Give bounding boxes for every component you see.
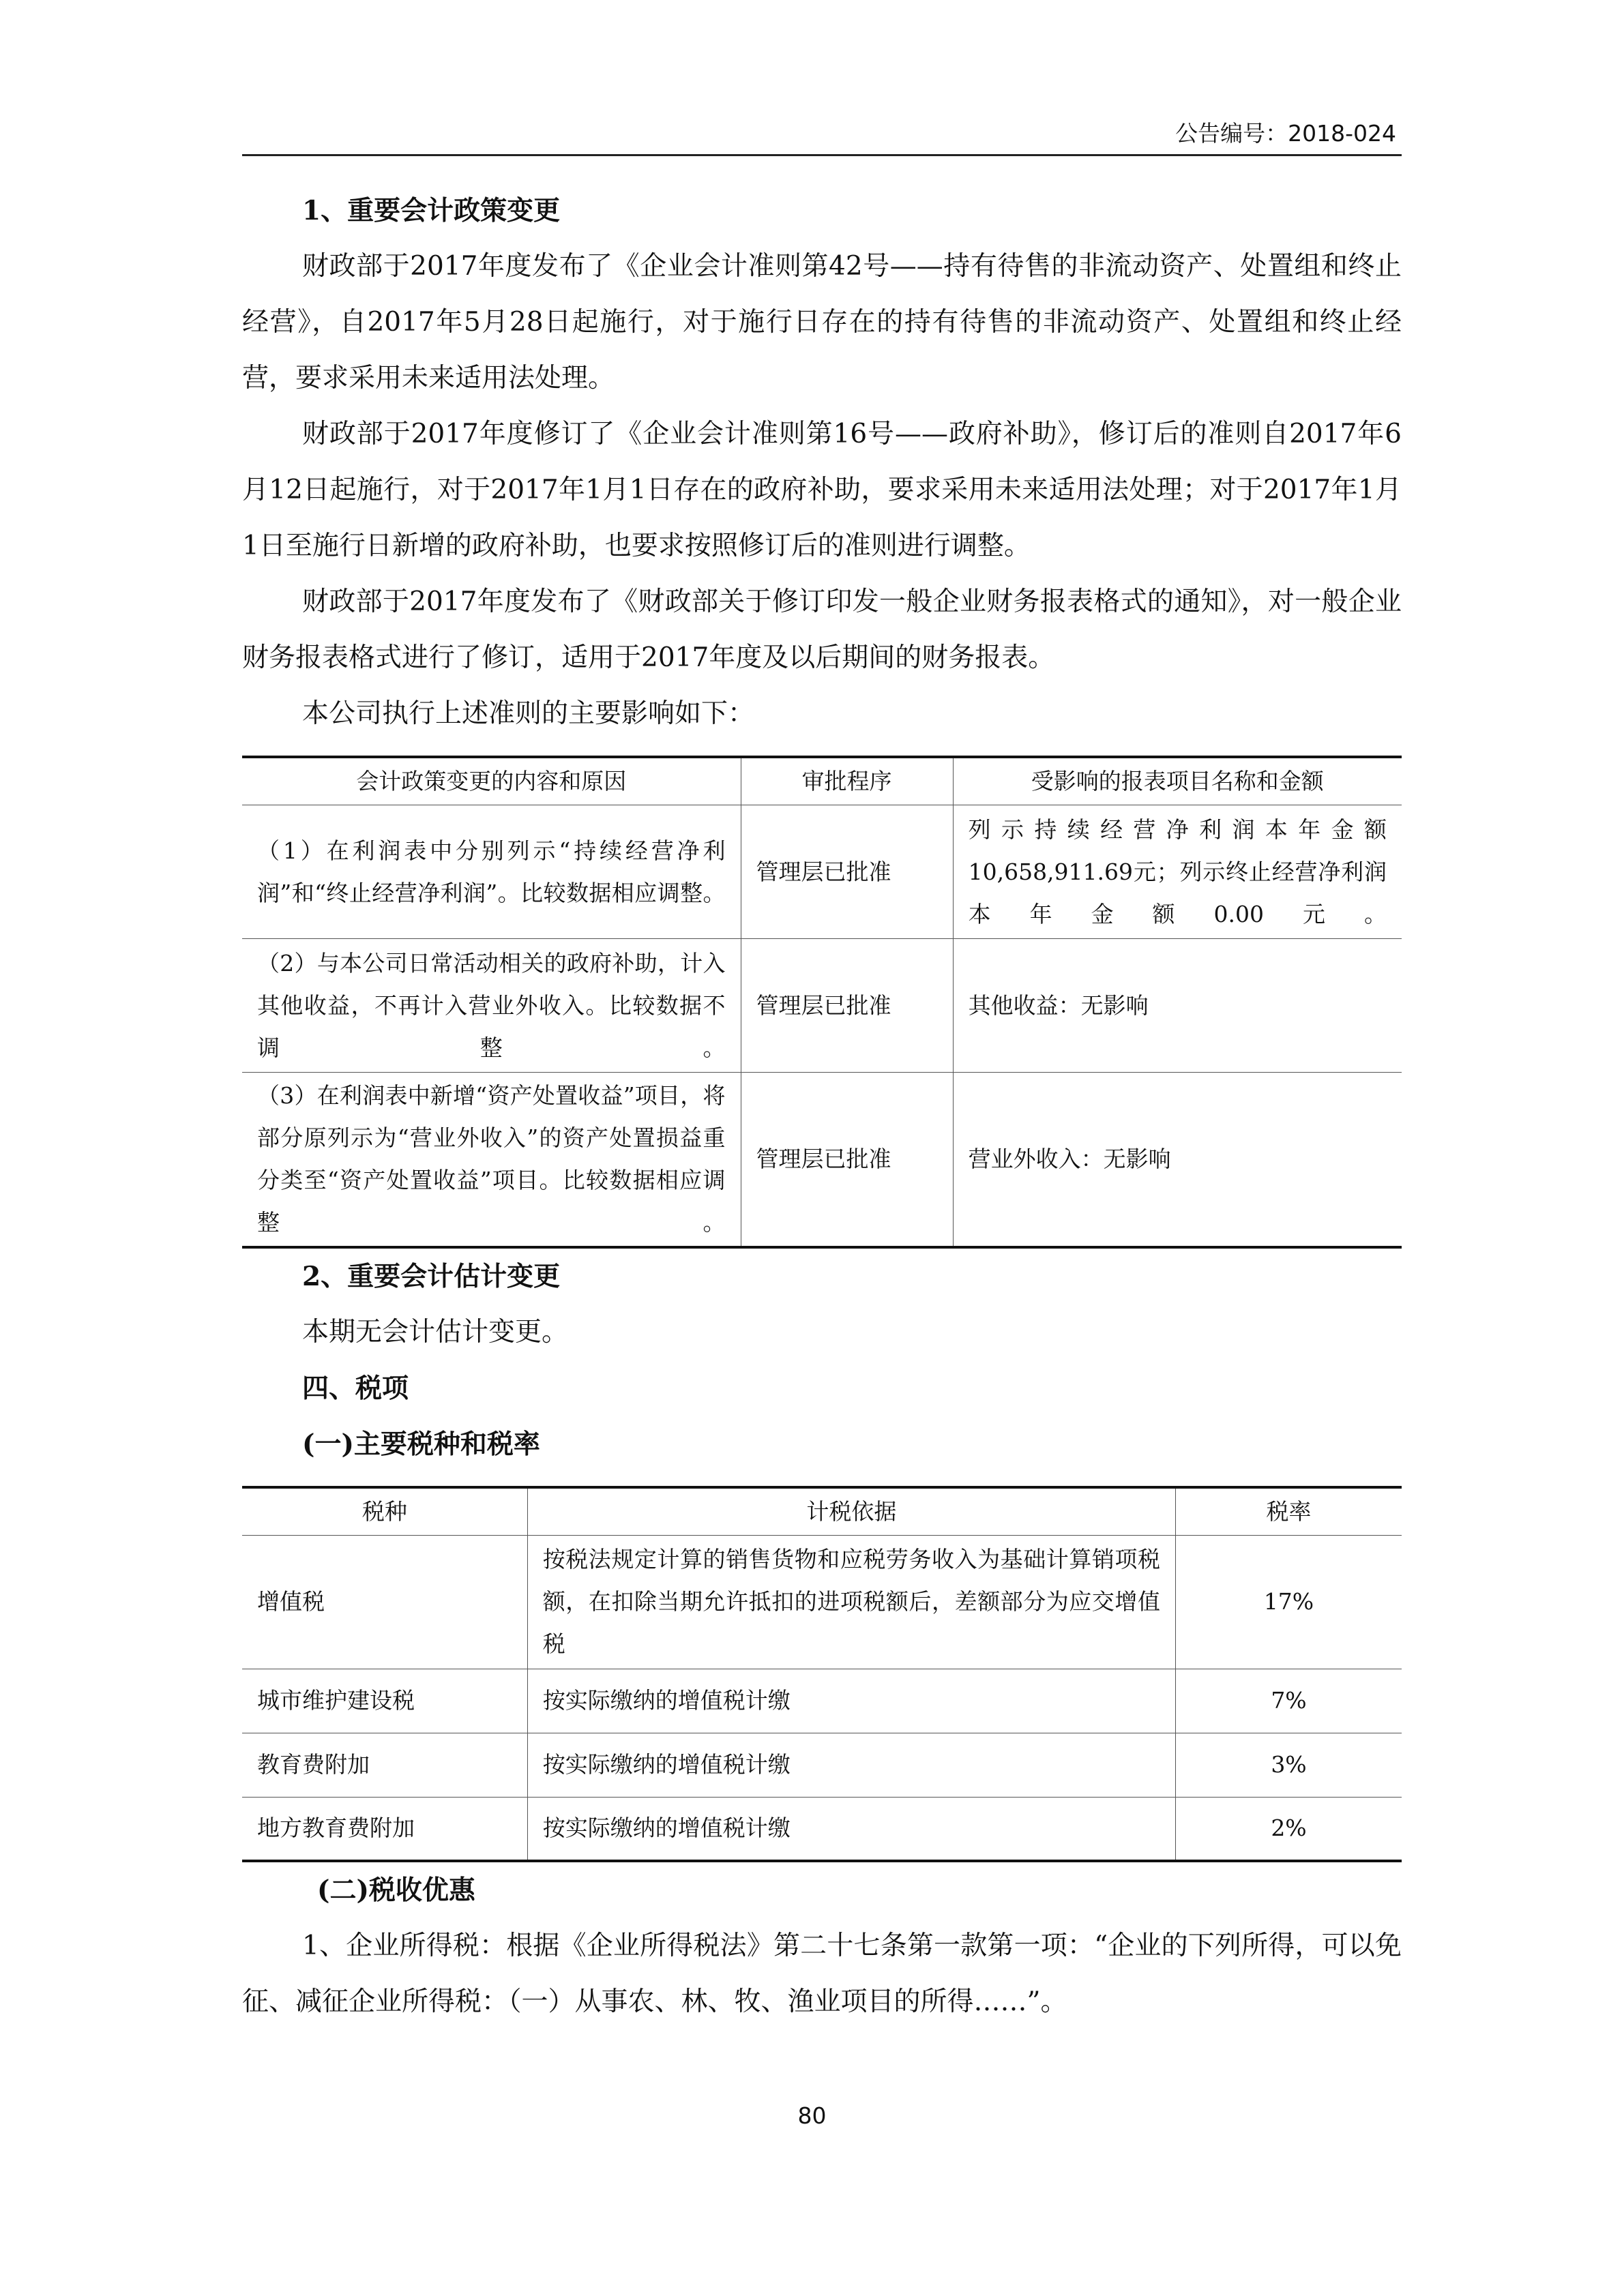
table-cell: 3% [1175,1733,1402,1797]
table-row [242,1669,1402,1733]
page-content [242,183,1402,2030]
table-cell: 7% [1175,1669,1402,1733]
table-cell: 按实际缴纳的增值税计缴 [527,1669,1175,1733]
table-row [242,939,1402,1073]
table-cell: （3）在利润表中新增“资产处置收益”项目，将部分原列示为“营业外收入”的资产处置损益重分类至“资产处置收益”项目。比较数据相应调整。 [242,1073,741,1247]
table-row [242,1733,1402,1797]
paragraph: 财政部于2017年度修订了《企业会计准则第16号——政府补助》，修订后的准则自2017年6月12日起施行，对于2017年1月1日存在的政府补助，要求采用未来适用法处理；对于2017年1月1日至施行日新增的政府补助，也要求按照修订后的准则进行调整。 [242,419,1402,561]
table-cell: 增值税 [242,1535,527,1669]
subsection-heading-tax-incentives: (二)税收优惠 [317,1875,475,1906]
paragraph: 财政部于2017年度发布了《财政部关于修订印发一般企业财务报表格式的通知》，对一般企业财务报表格式进行了修订，适用于2017年度及以后期间的财务报表。 [242,586,1402,673]
table-row [242,1797,1402,1861]
table-cell: 城市维护建设税 [242,1669,527,1733]
paragraph: 1、企业所得税：根据《企业所得税法》第二十七条第一款第一项：“企业的下列所得，可以免征、减征企业所得税：（一）从事农、林、牧、渔业项目的所得……”。 [242,1930,1402,2017]
table-cell: 列示持续经营净利润本年金额10,658,911.69元；列示终止经营净利润本年金额0.00元。 [953,805,1402,939]
page-header [242,116,1402,156]
table-header-cell: 审批程序 [741,757,953,805]
table-header-row [242,1487,1402,1536]
tax-rate-table [242,1486,1402,1863]
table-cell: 管理层已批准 [741,939,953,1073]
table-cell: 其他收益：无影响 [953,939,1402,1073]
section-heading-accounting-policy: 1、重要会计政策变更 [302,195,561,226]
table-cell: 2% [1175,1797,1402,1861]
table-cell: （2）与本公司日常活动相关的政府补助，计入其他收益，不再计入营业外收入。比较数据不调整。 [242,939,741,1073]
section-heading-taxes: 四、税项 [302,1372,409,1404]
paragraph: 本期无会计估计变更。 [302,1316,569,1347]
table-header-cell: 计税依据 [527,1487,1175,1536]
table-cell: 地方教育费附加 [242,1797,527,1861]
paragraph: 财政部于2017年度发布了《企业会计准则第42号——持有待售的非流动资产、处置组和终止经营》，自2017年5月28日起施行，对于施行日存在的持有待售的非流动资产、处置组和终止经营，要求采用未来适用法处理。 [242,251,1402,393]
table-row [242,805,1402,939]
table-cell: 教育费附加 [242,1733,527,1797]
announcement-code: 公告编号：2018-024 [1175,120,1396,147]
table-cell: 按实际缴纳的增值税计缴 [527,1733,1175,1797]
table-header-cell: 受影响的报表项目名称和金额 [953,757,1402,805]
table-cell: 17% [1175,1535,1402,1669]
table-cell: 按实际缴纳的增值税计缴 [527,1797,1175,1861]
table-cell: 按税法规定计算的销售货物和应税劳务收入为基础计算销项税额，在扣除当期允许抵扣的进项税额后，差额部分为应交增值税 [527,1535,1175,1669]
table-row [242,1535,1402,1669]
table-row [242,1073,1402,1247]
table-header-cell: 会计政策变更的内容和原因 [242,757,741,805]
table-cell: 管理层已批准 [741,1073,953,1247]
table-header-cell: 税率 [1175,1487,1402,1536]
paragraph: 本公司执行上述准则的主要影响如下： [302,698,755,729]
table-cell: （1）在利润表中分别列示“持续经营净利润”和“终止经营净利润”。比较数据相应调整。 [242,805,741,939]
page-number: 80 [797,2102,827,2129]
policy-change-table [242,756,1402,1249]
subsection-heading-tax-rates: (一)主要税种和税率 [302,1428,540,1460]
table-header-row [242,757,1402,805]
section-heading-accounting-estimate: 2、重要会计估计变更 [302,1260,561,1292]
table-cell: 管理层已批准 [741,805,953,939]
table-header-cell: 税种 [242,1487,527,1536]
table-cell: 营业外收入：无影响 [953,1073,1402,1247]
